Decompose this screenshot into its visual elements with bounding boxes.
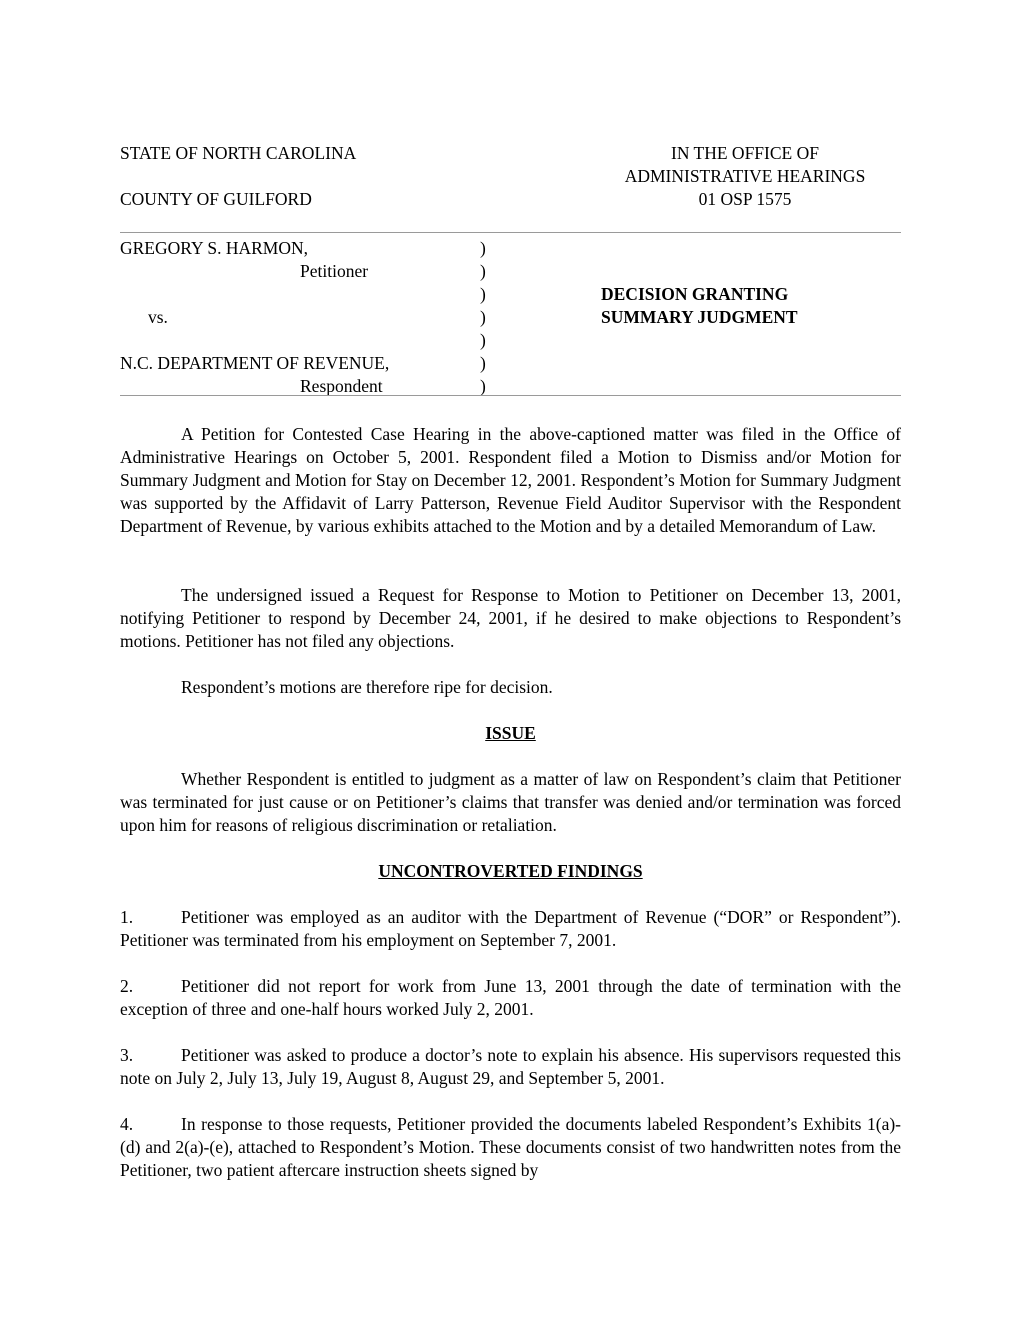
finding-text: In response to those requests, Petitioner provided the documents labeled Respondent’s Exhibits 1(a)-(d) and 2(a)-(e), attached to Respondent’s Motion. These documents consist of two handwritten notes from the Petitioner, two patient aftercare instruction sheets signed by (120, 1114, 901, 1180)
caption-paren: ) (480, 353, 486, 373)
caption-paren: ) (480, 238, 486, 258)
paragraph-text: Whether Respondent is entitled to judgment as a matter of law on Respondent’s claim that Petitioner was terminated for just cause or on Petitioner’s claims that transfer was denied and/or termination was forced upon him for reasons of religious discrimination or retaliation. (120, 769, 901, 835)
versus-label: vs. (148, 307, 168, 327)
finding-item (120, 1044, 901, 1090)
paragraph-procedural-history (120, 423, 901, 538)
caption-paren: ) (480, 261, 486, 281)
petitioner-role: Petitioner (300, 261, 369, 281)
finding-text: Petitioner was employed as an auditor with the Department of Revenue (“DOR” or Respondent”). Petitioner was terminated from his employment on September 7, 2001. (120, 907, 901, 950)
paragraph-ripe (120, 676, 901, 699)
caption-paren: ) (480, 330, 486, 350)
petitioner-name: GREGORY S. HARMON, (120, 238, 308, 258)
caption-paren: ) (480, 376, 486, 396)
caption-bottom-rule (120, 395, 901, 396)
finding-text: Petitioner did not report for work from June 13, 2001 through the date of termination with the exception of three and one-half hours worked July 2, 2001. (120, 976, 901, 1019)
finding-item (120, 906, 901, 952)
caption-paren: ) (480, 307, 486, 327)
paragraph-text: The undersigned issued a Request for Response to Motion to Petitioner on December 13, 2001, notifying Petitioner to respond by December 24, 2001, if he desired to make objections to Respondent’s motions. Petitioner has not filed any objections. (120, 585, 901, 651)
county-label: COUNTY OF GUILFORD (120, 189, 312, 209)
paragraph-response-request (120, 584, 901, 653)
office-line-2: ADMINISTRATIVE HEARINGS (624, 166, 866, 186)
finding-number: 3. (120, 1045, 134, 1065)
finding-text: Petitioner was asked to produce a doctor’s note to explain his absence. His supervisors requested this note on July 2, July 13, July 19, August 8, August 29, and September 5, 2001. (120, 1045, 901, 1088)
respondent-role: Respondent (300, 376, 383, 396)
finding-number: 2. (120, 976, 134, 996)
issue-paragraph (120, 768, 901, 837)
case-number: 01 OSP 1575 (698, 189, 792, 209)
findings-heading: UNCONTROVERTED FINDINGS (378, 861, 643, 881)
paragraph-text: A Petition for Contested Case Hearing in the above-captioned matter was filed in the Office of Administrative Hearings on October 5, 2001. Respondent filed a Motion to Dismiss and/or Motion for Summary Judgment and Motion for Stay on December 12, 2001. Respondent’s Motion for Summary Judgment was supported by the Affidavit of Larry Patterson, Revenue Field Auditor Supervisor with the Respondent Department of Revenue, by various exhibits attached to the Motion and by a detailed Memorandum of Law. (120, 424, 901, 536)
finding-number: 1. (120, 907, 134, 927)
respondent-name: N.C. DEPARTMENT OF REVENUE, (120, 353, 390, 373)
state-label: STATE OF NORTH CAROLINA (120, 143, 357, 163)
finding-item (120, 975, 901, 1021)
finding-item (120, 1113, 901, 1182)
caption-paren: ) (480, 284, 486, 304)
decision-title-line-2: SUMMARY JUDGMENT (601, 307, 798, 327)
caption-top-rule (120, 232, 901, 233)
office-line-1: IN THE OFFICE OF (671, 143, 819, 163)
finding-number: 4. (120, 1114, 134, 1134)
decision-title-line-1: DECISION GRANTING (601, 284, 789, 304)
paragraph-text: Respondent’s motions are therefore ripe for decision. (181, 677, 553, 697)
issue-heading: ISSUE (485, 723, 536, 743)
